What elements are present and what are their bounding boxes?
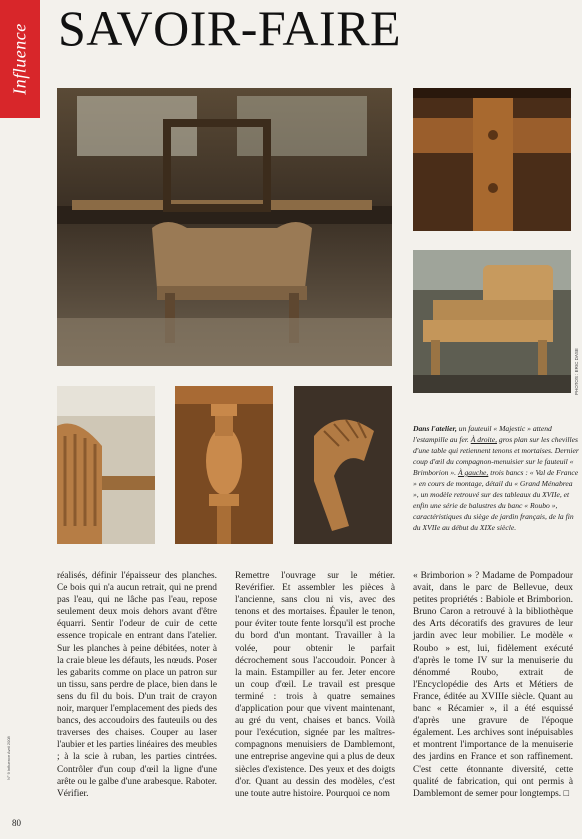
section-tab-label: Influence [9,23,30,95]
page-title: SAVOIR-FAIRE [58,0,402,56]
caption-lead: Dans l'atelier, [413,424,457,433]
baluster-photo [175,386,273,544]
caption-right-label: À droite, [470,435,498,444]
body-column-2 [235,570,395,800]
armrest-photo [294,386,392,544]
body-column-3 [413,570,573,800]
bench-photo [57,386,155,544]
workshop-photo [57,88,392,366]
caption-part-1: un fauteuil « Majestic » attend l'estampille au fer. [413,424,552,444]
caption-part-2: gros plan sur les chevilles d'une table qui retiennent tenons et mortaises. Dernier coup d'œil du compagnon-menuisier sur le fauteuil « Brimborion ». [413,435,579,477]
photo-caption [413,423,579,533]
section-tab [0,0,40,118]
body-text: Remettre l'ouvrage sur le métier. Revérifier. Et assembler les pièces à l'ancienne, sans clou ni vis, avec des tenons et des mortaises. Épauler le tenon, pour éviter toute fente lorsqu'il est proche du bord d'un montant. Travailler à la volée, pour obtenir le parfait décrochement sous l'accoudoir. Poncer à la main. Estampiller au fer. Jeter encore un coup d'œil. Le travail est presque terminé : trois à quatre semaines d'application pour que vivent maintenant, au gré du vent, chaises et bancs. Voilà pour l'exécution, signée par les maîtres-compagnons menuisiers de Damblemont, une entreprise angevine qui a plus de deux siècles d'existence. Des yeux et des doigts d'or. Quant au dessin des modèles, c'est une toute autre histoire. Pourquoi ce nom [235,571,395,799]
page-number: 80 [12,818,21,828]
body-text: réalisés, définir l'épaisseur des planches. Ce bois qui n'a aucun retrait, qui ne prend pas l'eau, qui ne lâche pas l'eau, repose seulement deux mois dehors avant d'être équarri. Sentir l'odeur de cuir de cette essence tropicale en entrant dans l'atelier. Sur les planches à peine débitées, noter à la craie bleue les défauts, les nœuds. Poser les gabarits comme on place un patron sur un tissu, sans perdre de place, bien dans le sens du fil du bois. D'un trait de crayon noir, marquer l'emplacement des pieds des bancs, des accoudoirs des fauteuils ou des traverses des chaises. Couper au laser l'aubier et les parties linéaires des meubles ; à la scie à ruban, les parties cintrées. Contrôler d'un coup d'œil la ligne d'une arête ou le galbe d'une arabesque. Raboter. Vérifier. [57,571,217,799]
tenon-closeup-photo [413,88,571,231]
body-column-1 [57,570,217,800]
caption-part-3: trois bancs : « Val de France » en cours de montage, détail du « Grand Ménabrea », un modèle retrouvé sur des tableaux du XVIIe, et enfin une série de balustres du banc « Roubo », caractéristiques du siège de jardin français, de la fin du XVIIe au début du XIXe siècle. [413,468,579,532]
photo-credit: PHOTOS : ERIC DASE [574,348,579,395]
footer-side-text: N° 9 Influence Avril 2008 [6,736,11,780]
body-text: « Brimborion » ? Madame de Pompadour avait, dans le parc de Bellevue, deux petites propriétés : Babiole et Brimborion. Bruno Caron a retrouvé à la bibliothèque des Arts décoratifs des gravures de leur jardin avec leur mobilier. Le modèle « Roubo » est, lui, fidèlement exécuté d'après le tome IV sur la menuiserie du dénommé Roubo, extrait de l'Encyclopédie des Arts et Métiers de France, éditée au XVIIIe siècle. Quant au banc « Récamier », il a été esquissé d'après une gravure de l'époque également. Les archives sont inépuisables et montrent l'importance de la menuiserie des jardins en France et son raffinement. C'est cette étonnante diversité, cette qualité de fabrication, qui ont permis à Damblemont de semer pour longtemps. □ [413,571,573,799]
caption-left-label: À gauche, [457,468,489,477]
armchair-photo [413,250,571,393]
